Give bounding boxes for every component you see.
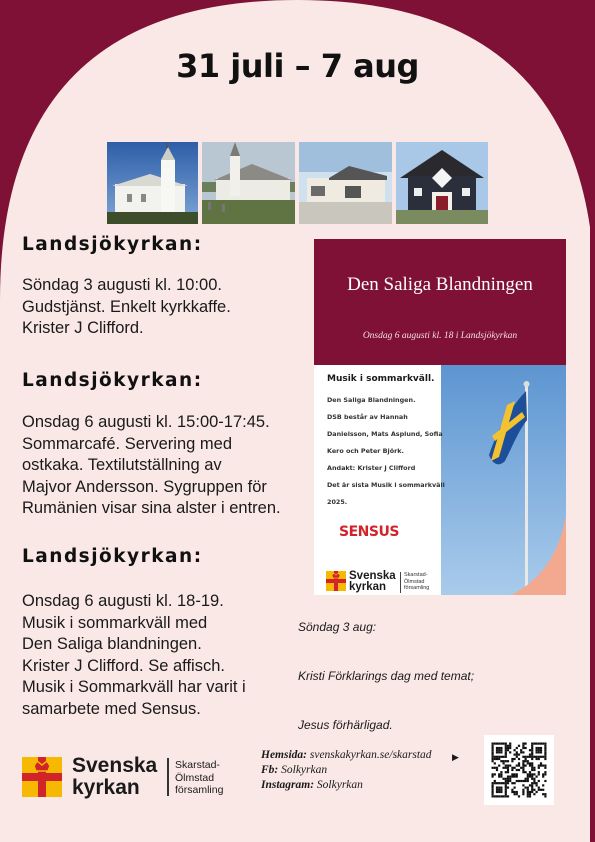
sensus-logo: SENSUS [339, 524, 399, 540]
parish-line: Skarstad- [175, 759, 220, 771]
note-date: Söndag 3 aug: [298, 620, 377, 634]
website-label: Hemsida: [261, 749, 307, 761]
text-line: Krister J Clifford. [22, 319, 144, 337]
text-line: Majvor Andersson. Sygruppen för [22, 477, 267, 496]
poster-heading: Musik i sommarkväll. [327, 374, 435, 384]
stone-church-photo [202, 142, 295, 224]
section-heading: Landsjökyrkan: [22, 546, 203, 567]
text-line: Gudstjänst. Enkelt kyrkkaffe. [22, 297, 231, 316]
text-line: samarbete med Sensus. [22, 699, 201, 718]
arrow-icon: ▶ [452, 752, 459, 762]
section-text [22, 275, 231, 340]
website-line[interactable] [261, 749, 432, 761]
text-line: Onsdag 6 augusti kl. 18-19. [22, 592, 224, 610]
page-title: 31 juli – 7 aug [176, 47, 419, 85]
section-text [22, 412, 281, 520]
church-logo-icon [326, 571, 346, 591]
logo-divider [167, 758, 169, 796]
facebook-label: Fb: [261, 764, 279, 776]
poster-subtitle: Onsdag 6 augusti kl. 18 i Landsjökyrkan [362, 331, 518, 341]
section-heading: Landsjökyrkan: [22, 370, 203, 391]
parish-line: Ölmstad [404, 578, 425, 585]
text-line: Sommarcafé. Servering med [22, 434, 232, 453]
logo-name-line: Svenska [72, 754, 158, 777]
poster-line: Kero och Peter Björk. [327, 447, 404, 455]
section-heading: Landsjökyrkan: [22, 234, 203, 255]
church-logo-icon [22, 757, 62, 797]
poster-line: Det är sista Musik i sommarkväll [327, 481, 445, 489]
white-church-photo [107, 142, 198, 224]
parish-line: Skarstad- [404, 572, 428, 578]
poster-title: Den Saliga Blandningen [347, 274, 533, 295]
poster-logo-parish [404, 572, 429, 592]
parish-house-photo [299, 142, 392, 224]
text-line: Onsdag 6 augusti kl. 15:00-17:45. [22, 413, 270, 431]
text-line: ostkaka. Textilutställning av [22, 456, 222, 474]
text-line: Rumänien visar sina alster i entren. [22, 499, 281, 517]
qr-code[interactable] [484, 735, 554, 805]
logo-name-line: kyrkan [72, 775, 140, 799]
concert-poster [314, 239, 566, 595]
parish-line: församling [175, 784, 224, 796]
flag-photo [441, 365, 566, 595]
website-link[interactable]: svenskakyrkan.se/skarstad [309, 749, 432, 761]
qr-code-icon [484, 735, 554, 805]
note-motto: Jesus förhärligad. [298, 718, 393, 732]
poster-line: Andakt: Krister J Clifford [327, 464, 416, 472]
logo-divider [400, 572, 401, 593]
poster-line: Den Saliga Blandningen. [327, 396, 416, 404]
logo-name [72, 755, 157, 798]
text-line: Krister J Clifford. Se affisch. [22, 656, 225, 675]
instagram-link[interactable]: Solkyrkan [316, 779, 363, 791]
logo-name-line: Svenska [349, 570, 396, 582]
logo-name-line: kyrkan [349, 581, 387, 593]
section-text [22, 591, 246, 720]
note-theme: Kristi Förklarings dag med temat; [298, 669, 475, 683]
text-line: Musik i sommarkväll med [22, 613, 208, 632]
logo-parish [175, 759, 223, 797]
poster-text [327, 374, 445, 511]
poster-line: 2025. [327, 498, 348, 506]
poster-line: DSB består av Hannah [327, 413, 408, 421]
facebook-link[interactable]: Solkyrkan [281, 764, 328, 776]
poster-line: Danielsson, Mats Asplund, Sofia [327, 430, 443, 438]
parish-line: Ölmstad [175, 771, 215, 784]
instagram-label: Instagram: [261, 779, 315, 791]
poster-header [314, 239, 566, 365]
text-line: Söndag 3 augusti kl. 10:00. [22, 276, 222, 294]
parish-line: församling [404, 585, 430, 591]
text-line: Musik i Sommarkväll har varit i [22, 678, 246, 696]
poster-logo-name [349, 571, 396, 593]
facebook-line[interactable] [261, 764, 327, 776]
red-wooden-church-photo [396, 142, 488, 224]
instagram-line[interactable] [261, 779, 363, 791]
text-line: Den Saliga blandningen. [22, 635, 202, 653]
